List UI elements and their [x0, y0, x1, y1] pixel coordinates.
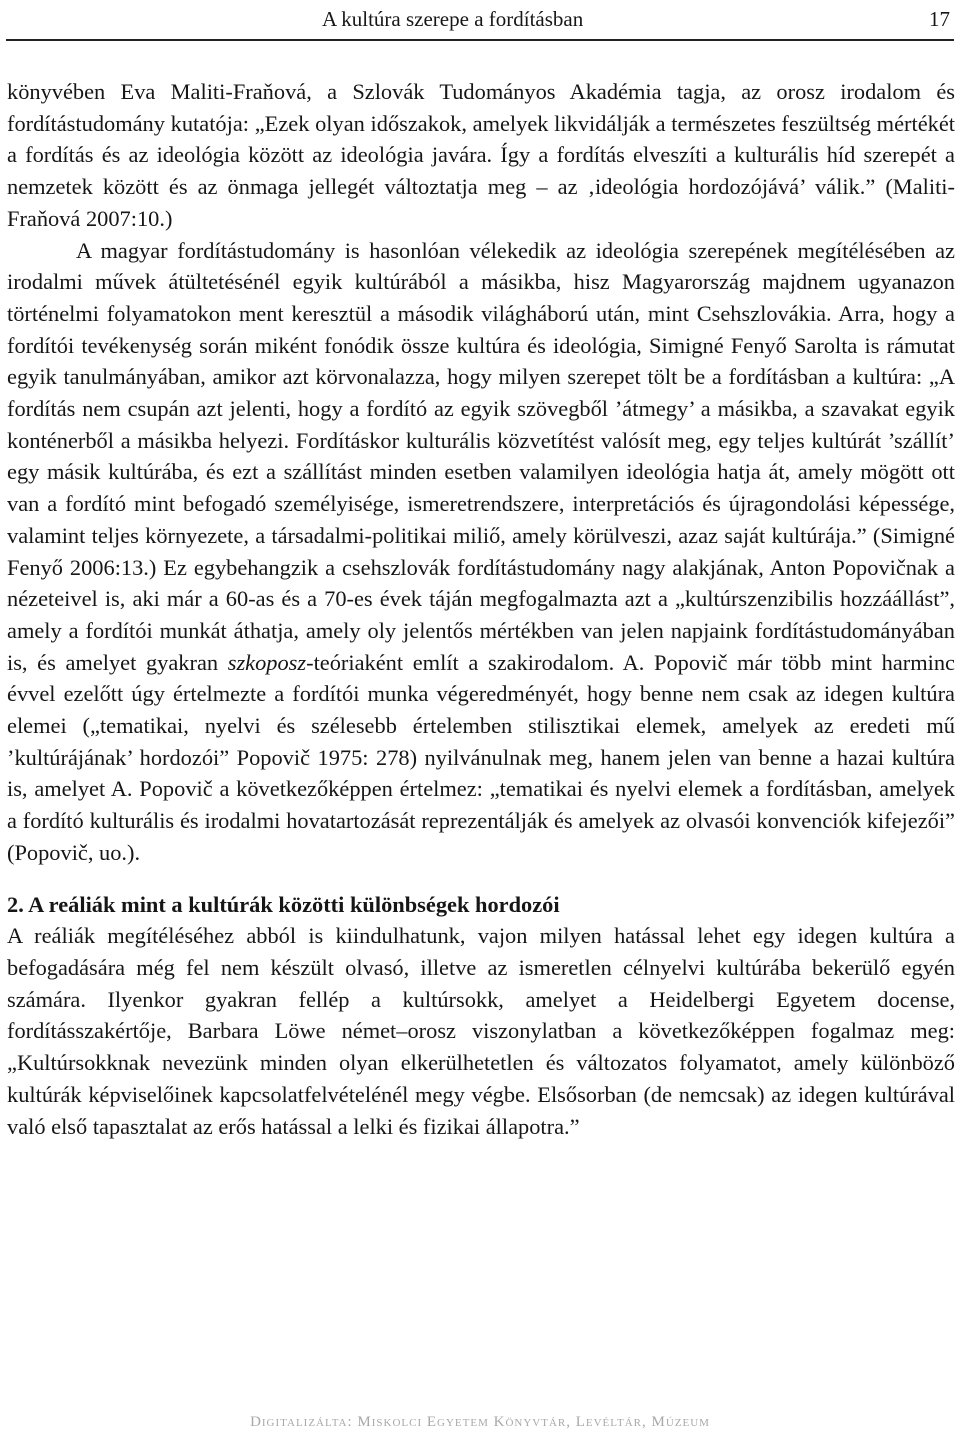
page-number: 17 — [929, 7, 950, 31]
paragraph: könyvében Eva Maliti-Fraňová, a Szlovák Tudományos Akadémia tagja, az orosz irodalom és fordítástudomány kutatója: „Ezek olyan időszakok, amelyek likvidálják a természetes feszültség mértékét a fordítás és az ideológia között az ideológia javára. Így a fordítás elveszíti a kulturális híd szerepét a nemzetek között és az önmaga jellegét változtatja meg – az ‚ideológia hordozójává’ válik.” (Maliti-Fraňová 2007:10.) — [7, 79, 955, 231]
paragraph — [7, 235, 955, 869]
emphasized-term: szkoposz — [227, 649, 307, 675]
running-header-title: A kultúra szerepe a fordításban — [322, 7, 584, 31]
header-rule — [6, 39, 954, 41]
digitization-footer: Digitalizálta: Miskolci Egyetem Könyvtár, Levéltár, Múzeum — [250, 1414, 710, 1430]
paragraph-text: A magyar fordítástudomány is hasonlóan vélekedik az ideológia szerepének megítélésében az irodalmi művek átültetésénél egyik kultúrából a másikba, hisz Magyarország majdnem ugyanazon történelmi folyamatokon ment keresztül a második világháború után, mint Csehszlovákia. Arra, hogy a fordítói tevékenység során miként fonódik össze kultúra és ideológia, Simigné Fenyő Sarolta is rámutat egyik tanulmányában, amikor azt körvonalazza, hogy milyen szerepet tölt be a fordításban a kultúra: „A fordítás nem csupán azt jelenti, hogy a fordító az egyik szövegből ’átmegy’ a másikba, a szavakat egyik konténerből a másikba helyezi. Fordításkor kulturális közvetítést valósít meg, egy teljes kultúrát ’szállít’ egy másik kultúrába, és ezt a szállítást minden esetben valamilyen ideológia hatja át, amely mögött ott van a fordító mint befogadó személyisége, ismeretrendszere, interpretációs és újragondolási képessége, valamint teljes környezete, a társadalmi-politikai miliő, amely körülveszi, azaz saját kultúrája.” (Simigné Fenyő 2006:13.) Ez egybehangzik a csehszlovák fordítástudomány nagy alakjának, Anton Popovičnak a nézeteivel is, aki már a 60-as és a 70-es évek táján megfogalmazta azt a „kultúrszenzibilis hozzáállást”, amely a fordítói munkát áthatja, amely oly jelentős mértékben van jelen napjaink fordítástudományában is, és amelyet gyakran — [7, 237, 955, 675]
paragraph: A reáliák megítéléséhez abból is kiindulhatunk, vajon milyen hatással lehet egy idegen kultúra a befogadására még fel nem készült olvasó, illetve az ismeretlen célnyelvi kultúrába bekerülő egyén számára. Ilyenkor gyakran fellép a kultúrsokk, amelyet a Heidelbergi Egyetem docense, fordításszakértője, Barbara Löwe német–orosz viszonylatban a következőképpen fogalmaz meg: „Kultúrsokknak nevezünk minden olyan elkerülhetetlen és változatos folyamatot, amely különböző kultúrák képviselőinek kapcsolatfelvételénél megy végbe. Elsősorban (de nemcsak) az idegen kultúrával való első tapasztalat az erős hatással a lelki és fizikai állapotra.” — [7, 923, 955, 1139]
section-heading: 2. A reáliák mint a kultúrák közötti különbségek hordozói — [7, 891, 560, 917]
paragraph-text-continued: -teóriaként említ a szakirodalom. A. Popovič már több mint harminc évvel ezelőtt úgy értelmezte a fordítói munka végeredményét, hogy benne nem csak az idegen kultúra elemei („tematikai, nyelvi és szélesebb értelemben stilisztikai elemek, amelyek az eredeti mű ’kultúrájának’ hordozói” Popovič 1975: 278) nyilvánulnak meg, hanem jelen van benne a hazai kultúra is, amelyet A. Popovič a következőképpen értelmez: „tematikai és nyelvi elemek a fordításban, amelyek a fordító kulturális és irodalmi hovatartozását reprezentálják és amelyek az olvasói konvenciók kifejezői” (Popovič, uo.). — [7, 649, 955, 865]
body-text — [7, 76, 955, 1142]
running-header — [10, 4, 950, 34]
